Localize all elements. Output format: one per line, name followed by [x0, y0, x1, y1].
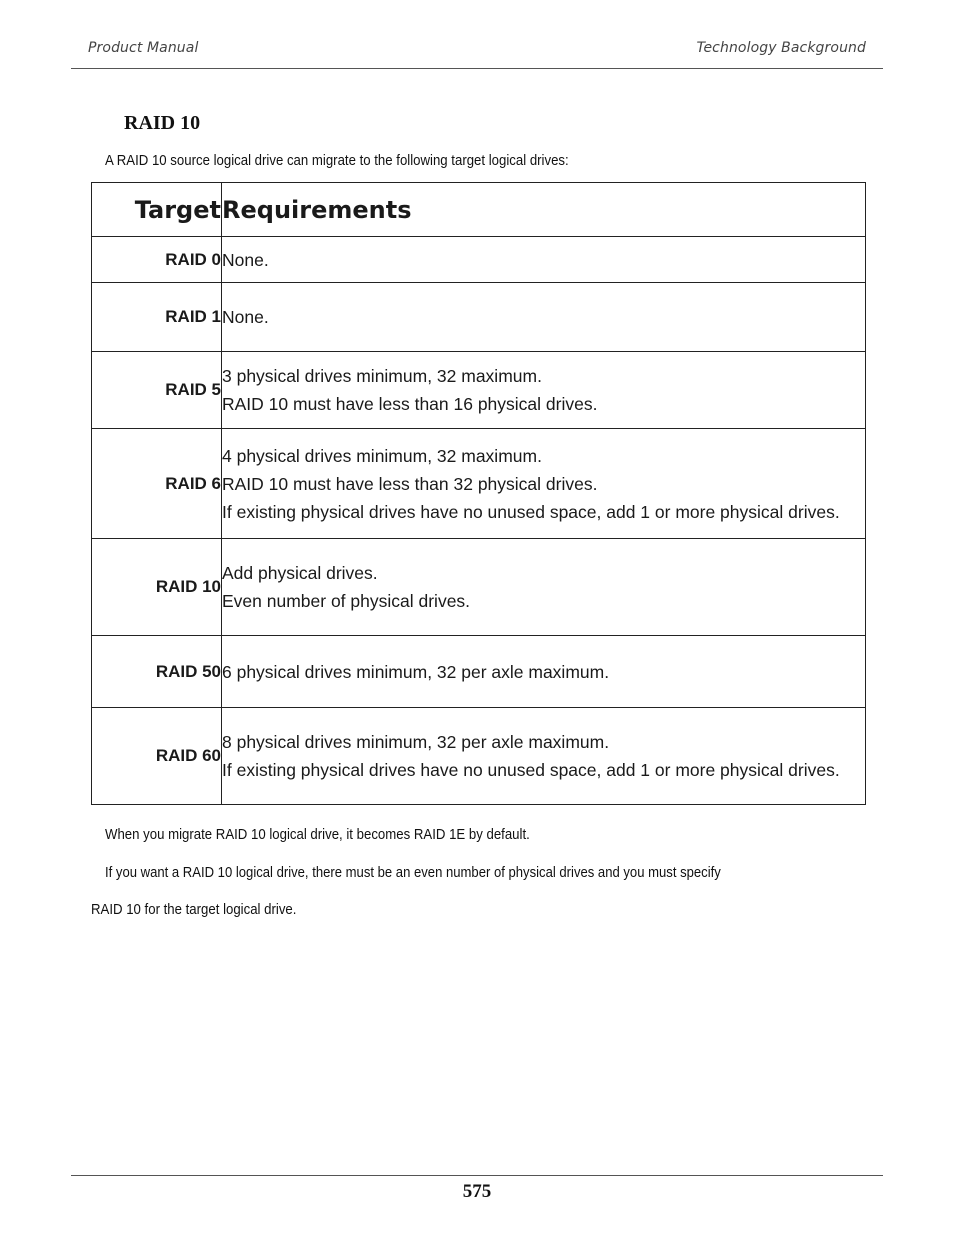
target-cell: RAID 50	[92, 636, 222, 708]
note-even-drives-line1: If you want a RAID 10 logical drive, there must be an even number of physical drives and you must specify	[105, 864, 721, 881]
table-row	[92, 636, 866, 708]
table-row	[92, 237, 866, 283]
table-row	[92, 283, 866, 352]
header-left-title: Product Manual	[88, 40, 199, 56]
requirements-cell	[222, 429, 866, 539]
target-cell: RAID 0	[92, 237, 222, 283]
target-cell: RAID 5	[92, 352, 222, 429]
requirements-cell	[222, 708, 866, 805]
section-intro: A RAID 10 source logical drive can migrate to the following target logical drives:	[105, 152, 569, 169]
requirement-line: 3 physical drives minimum, 32 maximum.	[222, 366, 542, 386]
requirements-cell	[222, 237, 866, 283]
requirement-line: 6 physical drives minimum, 32 per axle maximum.	[222, 661, 610, 682]
requirements-cell	[222, 352, 866, 429]
column-header-target: Target	[92, 183, 222, 237]
requirements-cell	[222, 539, 866, 636]
requirement-line: If existing physical drives have no unused space, add 1 or more physical drives.	[222, 501, 840, 522]
header-right-title: Technology Background	[696, 40, 866, 56]
requirement-line: RAID 10 must have less than 32 physical drives.	[222, 473, 598, 494]
requirement-line: 8 physical drives minimum, 32 per axle maximum.	[222, 732, 610, 752]
requirement-line: Even number of physical drives.	[222, 591, 471, 611]
page-number: 575	[462, 1181, 492, 1202]
migration-requirements-table	[91, 182, 866, 805]
target-cell: RAID 6	[92, 429, 222, 539]
column-header-requirements: Requirements	[222, 183, 866, 237]
table-row	[92, 352, 866, 429]
requirements-cell	[222, 636, 866, 708]
requirement-line: Add physical drives.	[222, 563, 378, 583]
requirement-line: 4 physical drives minimum, 32 maximum.	[222, 445, 542, 466]
header-divider	[71, 68, 883, 69]
requirements-cell	[222, 283, 866, 352]
note-even-drives-line2: RAID 10 for the target logical drive.	[91, 901, 297, 918]
requirement-line: None.	[222, 307, 269, 327]
target-cell: RAID 60	[92, 708, 222, 805]
requirement-line: RAID 10 must have less than 16 physical drives.	[222, 394, 598, 414]
requirement-line: None.	[222, 249, 269, 270]
note-default-raid-level: When you migrate RAID 10 logical drive, it becomes RAID 1E by default.	[105, 826, 530, 843]
table-row	[92, 708, 866, 805]
footer-divider	[71, 1175, 883, 1176]
requirement-line: If existing physical drives have no unused space, add 1 or more physical drives.	[222, 760, 840, 780]
target-cell: RAID 10	[92, 539, 222, 636]
table-row	[92, 539, 866, 636]
section-title: RAID 10	[124, 112, 201, 134]
target-cell: RAID 1	[92, 283, 222, 352]
table-row	[92, 429, 866, 539]
table-header-row	[92, 183, 866, 237]
